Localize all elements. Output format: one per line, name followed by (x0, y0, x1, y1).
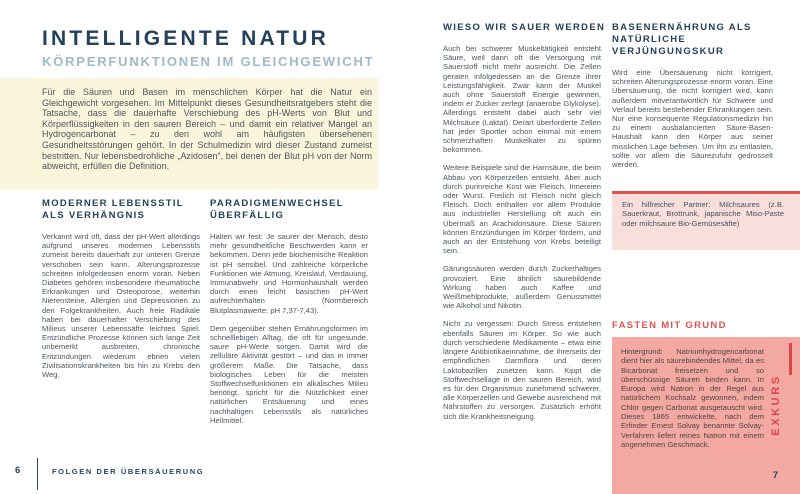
body-paragraph: Halten wir fest: Je saurer der Mensch, desto mehr gesundheitliche Beschwerden kann er bekommen. Denn jede biochemische Reaktion ist pH sensibel. Und zahlreiche körperliche Funktionen wie Atmung, Kreislauf, Verdauung, Immunabwehr und Hormonhaushalt werden durch einen leicht basischen pH-Wert aufrechterhalten (Normbereich Blutplasmawerte: pH 7,37-7,43). (210, 232, 368, 315)
page-subtitle: KÖRPERFUNKTIONEN IM GLEICHGEWICHT (42, 54, 375, 69)
excursus-heading: FASTEN MIT GRUND (612, 320, 727, 331)
column-modern-lifestyle (42, 198, 200, 388)
body-paragraph: Weitere Beispiele sind die Harnsäure, die beim Abbau von Körperzellen entsteht. Aber auch durch purinreiche Kost wie Fleisch, Innereien oder Wurst. Freilich ist Fleisch nicht gleich Fleisch. Doch enthalten vor allem Produkte aus industrieller Herstellung oft auch ein Übermaß an Arachidonsäure. Diese Säuren können Entzündungen im Körper fördern, und auch an der Entstehung von Krebs beteiligt sein. (443, 163, 601, 256)
body-paragraph: Gärungssäuren werden durch Zuckerhaltiges provoziert. Eine ähnlich säurebildende Wirkung haben auch Kaffee und Weißmehlprodukte, außerdem Genussmittel wie Alkohol und Nikotin. (443, 264, 601, 311)
column-why-we-get-acidic (443, 22, 606, 430)
excursus-paragraph: Hintergrund: Natriumhydrogencarbonat dient hier als säurebindendes Mittel, da es Bicarbonat freisetzen und so überschüssige Säuren binden kann. In Europa wird Natron in der Regel aus natürlichem Kochsalz gewonnen, indem Chlor gegen Carbonat ausgetauscht wird. Dieses 1865 entwickelte, nach dem Erfinder Ernest Solvay benannte Solvay-Verfahren liefert reines Natron mit einem angenehmen Geschmack. (621, 347, 764, 449)
page-number-right: 7 (772, 470, 778, 481)
body-paragraph: Auch bei schwerer Muskeltätigkeit entsteht Säure, weil dann oft die Versorgung mit Sauerstoff nicht mehr ausreicht. Die Zellen geraten infolgedessen an die Grenze ihrer Leistungsfähigkeit. Zwar kann der Muskel auch ohne Sauerstoff Energie gewinnen, indem er Zucker zerlegt (anaerobe Glykolyse). Allerdings entsteht dabei auch sehr viel Milchsäure (Laktat). Derart überforderte Zellen hat jeder Sportler schon einmal mit einem schmerzhaften Muskelkater zu spüren bekommen. (443, 44, 601, 155)
column-paradigm-shift (210, 198, 368, 434)
column-heading-paradigm-shift: PARADIGMENWECHSEL ÜBERFÄLLIG (210, 198, 344, 221)
body-paragraph: Wird eine Übersäuerung nicht korrigiert, schreiten Alterungsprozesse enorm voran. Eine Übersäuerung, die nicht korrigiert wird, kann außerdem mitverantwortlich für Schwere und Verlauf bereits bestehender Erkrankungen sein. Nur eine konsequente Regulationsmedizin hin zu einem ausbalancierten Säure-Basen-Haushalt kann den Körper aus seiner misslichen Lage befreien. Um ihn zu entlasten, sollte vor allem die Säurezufuhr gedrosselt werden. (612, 68, 773, 170)
page-number-left: 6 (15, 465, 21, 476)
footer-divider-line (37, 458, 38, 490)
excursus-tab-line (789, 343, 792, 375)
excursus-box (612, 337, 800, 494)
body-paragraph: Nicht zu vergessen: Durch Stress entstehen ebenfalls Säuren im Körper. So wie auch durch verschiedene Medikamente – etwa eine längere Antibiotikaeinnahme, die ihrerseits der empfindlichen Darmflora und deren Laktobazillen zusetzen kann. Kippt die Stoffwechsellage in den sauren Bereich, wird es für den Organismus zunehmend schwerer, alle Körperzellen und Gewebe ausreichend mit Nährstoffen zu versorgen. Zusätzlich erhöht sich die Krankheitsneigung. (443, 319, 601, 421)
page-title: INTELLIGENTE NATUR (42, 27, 330, 50)
column-heading-modern-lifestyle: MODERNER LEBENSSTIL ALS VERHÄNGNIS (42, 198, 184, 221)
column-base-nutrition (612, 22, 773, 178)
info-box-milk-acids (612, 191, 800, 250)
excursus-tab-label: EXKURS (770, 374, 782, 436)
body-paragraph: Verkannt wird oft, dass der pH-Wert allerdings aufgrund unseres modernen Lebensstils zumeist bereits dauerhaft zur unteren Grenze verschoben sein kann. Alterungsprozesse schreiten infolgedessen enorm voran. Neben Diabetes gehören insbesondere rheumatische Erkrankungen und Osteoporose, weiterhin Nierensteine, Allergien und Depressionen zu den Folgekrankheiten. Auch freie Radikale haben bei dauerhafter Verschiebung des Milieus unserer Lebenssäfte leichtes Spiel. Entzündliche Prozesse können sich lange Zeit unbemerkt ausbreiten, chronische Entzündungen wiederum ebnen vielen Zivilisationskrankheiten bis hin zu Krebs den Weg. (42, 232, 200, 380)
chapter-footer-label: FOLGEN DER ÜBERSÄUERUNG (52, 467, 205, 476)
info-box-text: Ein hilfreicher Partner: Milchsaures (z.B. Sauerkraut, Brottrunk, japanische Miso-Paste oder milchsaure Bio-Gemüsesäfte) (622, 200, 784, 228)
body-paragraph: Dem gegenüber stehen Ernährungsformen im schnelllebigen Alltag, die oft für ungesunde, saure pH-Werte sorgen. Damit wird die zelluläre Aktivität gestört – und das in immer größerem Maße. Die Tatsache, dass biologisches Leben für die meisten Stoffwechselfunktionen ein alkalisches Milieu benötigt, spricht für die Nützlichkeit einer natürlichen Entsäuerung und eines nachhaltigen Lebensstils als natürliches Heilmittel. (210, 323, 368, 425)
column-heading-why-acidic: WIESO WIR SAUER WERDEN (443, 22, 606, 33)
intro-highlight-box (0, 78, 378, 190)
column-heading-base-nutrition: BASENERNÄHRUNG ALS NATÜRLICHE VERJÜNGUNGSKUR (612, 22, 752, 57)
intro-paragraph: Für die Säuren und Basen im menschlichen Körper hat die Natur ein Gleichgewicht vorgesehen. Im Mittelpunkt dieses Gesundheitsratgebers steht die Tatsache, dass die dauerhafte Verschiebung des pH-Werts von Blut und Körperflüssigkeiten in den sauren Bereich – und damit ein relativer Mangel an Hydrogencarbonat – zu den wohl am häufigsten übersehenen Gesundheitsstörungen gehört. In der Schulmedizin wird dieser Zustand zumeist bestritten. Nur lebensbedrohliche „Azidosen“, bei denen der Blut pH von der Norm abweicht, erfüllen die Definition. (42, 87, 372, 172)
